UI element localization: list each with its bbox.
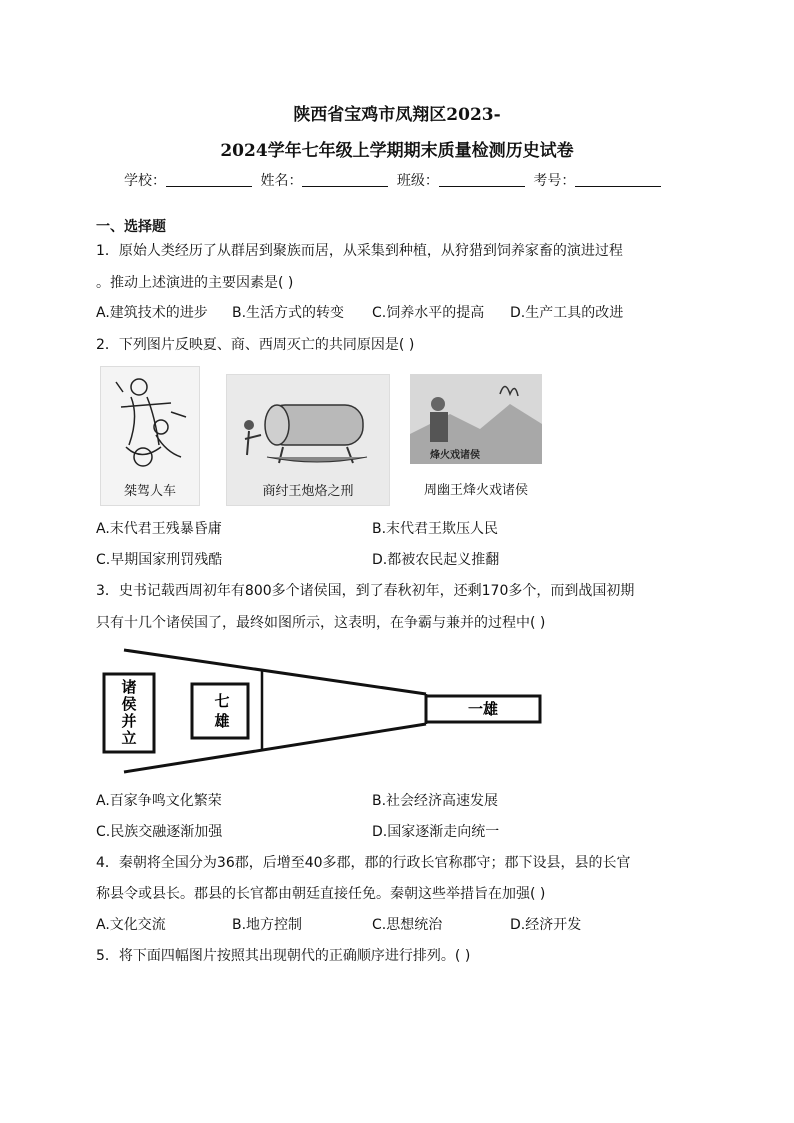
q1-option-c[interactable]: C.饲养水平的提高	[372, 305, 485, 321]
paoluo-sketch-icon	[227, 375, 389, 475]
image3-inscription: 烽火戏诸侯	[430, 450, 480, 461]
q4-option-c[interactable]: C.思想统治	[372, 917, 443, 933]
exam-no-label: 考号：	[533, 173, 576, 189]
box2-char2: 雄	[214, 712, 230, 730]
q3-option-c[interactable]: C.民族交融逐渐加强	[96, 824, 223, 840]
q3-option-d[interactable]: D.国家逐渐走向统一	[372, 824, 500, 840]
q4-option-d[interactable]: D.经济开发	[510, 917, 582, 933]
q3-stem-line1: 3．史书记载西周初年有800多个诸侯国，到了春秋初年，还剩170多个，而到战国初期	[96, 583, 635, 599]
school-label: 学校：	[124, 173, 166, 189]
q2-image-shang	[226, 374, 390, 506]
q4-option-a[interactable]: A.文化交流	[96, 917, 166, 933]
caption-zhou: 周幽王烽火戏诸侯	[423, 483, 528, 498]
q3-option-b[interactable]: B.社会经济高速发展	[372, 793, 499, 809]
school-blank[interactable]	[166, 172, 252, 187]
q5-stem: 5．将下面四幅图片按照其出现朝代的正确顺序进行排列。( )	[96, 948, 471, 964]
section-heading: 一、选择题	[96, 219, 166, 235]
q1-option-d[interactable]: D.生产工具的改进	[510, 305, 624, 321]
q2-option-c[interactable]: C.早期国家刑罚残酷	[96, 552, 223, 568]
q3-stem-line2: 只有十几个诸侯国了，最终如图所示，这表明，在争霸与兼并的过程中( )	[96, 615, 546, 631]
box1-char4: 立	[121, 729, 137, 747]
name-blank[interactable]	[302, 172, 388, 187]
q1-option-a[interactable]: A.建筑技术的进步	[96, 305, 208, 321]
class-blank[interactable]	[439, 172, 525, 187]
student-info-row	[124, 170, 665, 190]
box1-char3: 并	[121, 712, 137, 730]
q2-image-zhou	[410, 374, 542, 504]
name-label: 姓名：	[260, 173, 303, 189]
box3-label: 一雄	[467, 700, 499, 718]
exam-title-line1: 陕西省宝鸡市凤翔区2023-	[293, 105, 501, 125]
q2-option-d[interactable]: D.都被农民起义推翻	[372, 552, 500, 568]
class-label: 班级：	[396, 173, 439, 189]
beacon-fire-sketch-icon	[410, 374, 542, 464]
exam-title-line2: 2024学年七年级上学期期末质量检测历史试卷	[220, 141, 574, 161]
q1-stem-line1: 1．原始人类经历了从群居到聚族而居，从采集到种植，从狩猎到饲养家畜的演进过程	[96, 243, 623, 259]
q1-option-b[interactable]: B.生活方式的转变	[232, 305, 345, 321]
exam-no-blank[interactable]	[575, 172, 661, 187]
box1-char2: 侯	[121, 695, 137, 713]
caption-jie: 桀驾人车	[123, 484, 176, 499]
box1-char1: 诸	[121, 678, 137, 696]
q3-option-a[interactable]: A.百家争鸣文化繁荣	[96, 793, 222, 809]
caption-shang: 商纣王炮烙之刑	[262, 484, 354, 499]
q2-image-jie	[100, 366, 200, 506]
q4-option-b[interactable]: B.地方控制	[232, 917, 303, 933]
jie-sketch-icon	[101, 367, 199, 475]
q4-stem-line1: 4．秦朝将全国分为36郡，后增至40多郡，郡的行政长官称郡守；郡下设县，县的长官	[96, 855, 631, 871]
q2-option-a[interactable]: A.末代君王残暴昏庸	[96, 521, 222, 537]
box2-char1: 七	[214, 692, 230, 710]
q2-stem: 2．下列图片反映夏、商、西周灭亡的共同原因是( )	[96, 337, 415, 353]
q3-funnel-diagram	[96, 644, 548, 778]
q2-option-b[interactable]: B.末代君王欺压人民	[372, 521, 499, 537]
q4-stem-line2: 称县令或县长。郡县的长官都由朝廷直接任免。秦朝这些举措旨在加强( )	[96, 886, 546, 902]
q1-stem-line2: 。推动上述演进的主要因素是( )	[96, 275, 294, 291]
